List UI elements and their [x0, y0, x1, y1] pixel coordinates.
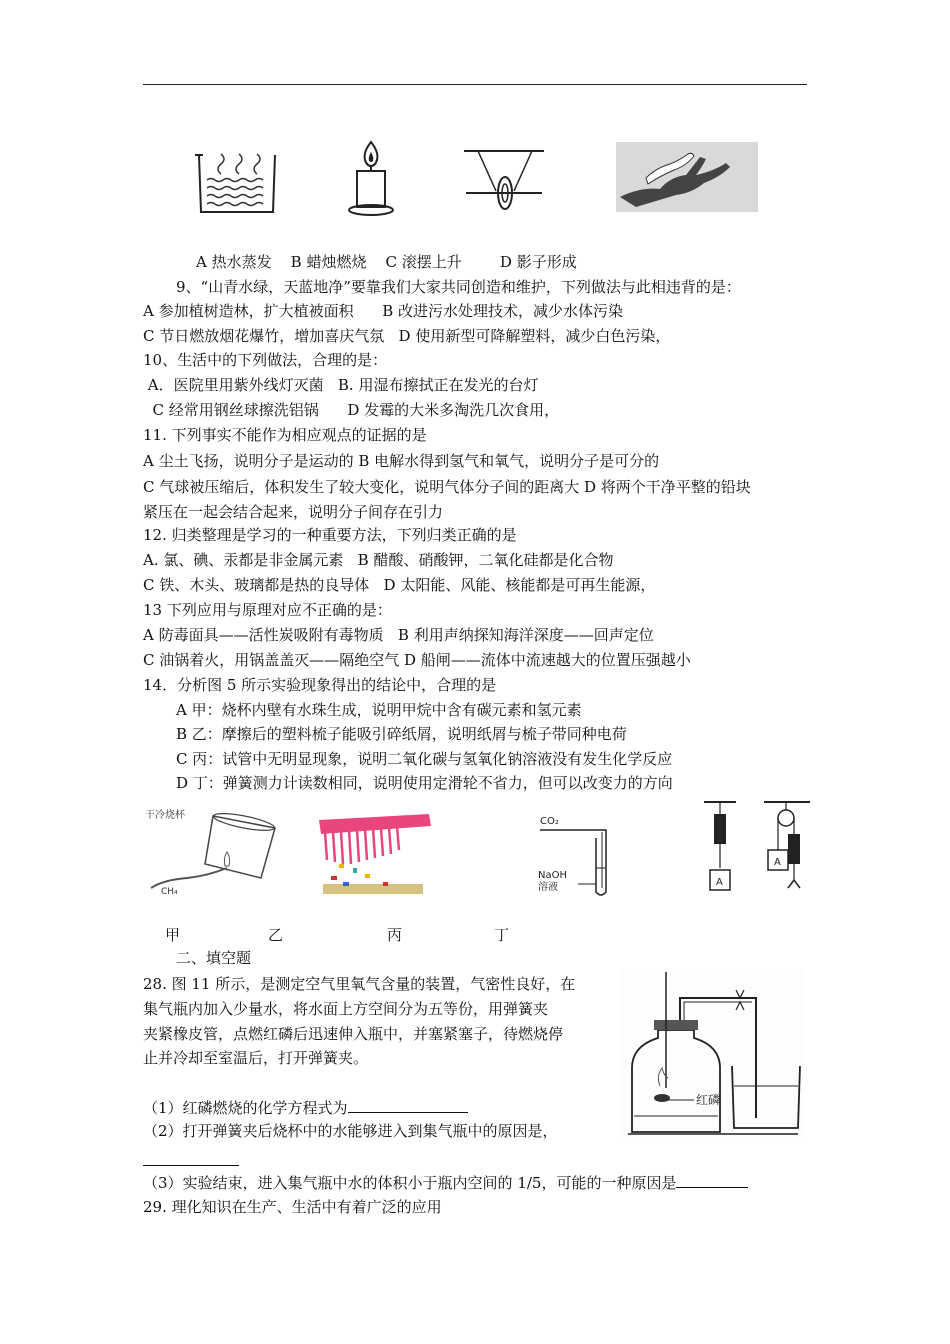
comb-paper-figure — [313, 812, 435, 897]
oxygen-content-apparatus-figure — [620, 968, 804, 1138]
q28-sub-1-text: （1）红磷燃烧的化学方程式为 — [143, 1099, 348, 1117]
q28-blank-3[interactable] — [676, 1172, 748, 1188]
q28-line-2: 集气瓶内加入少量水，将水面上方空间分为五等份，用弹簧夹 — [143, 1000, 549, 1018]
pulley-spring-scale-figure — [694, 800, 816, 906]
weight-a-left: A — [716, 877, 723, 888]
fig-caption-yi: 乙 — [268, 926, 284, 944]
naoh-label: NaOH — [538, 870, 567, 881]
co2-naoh-figure — [494, 808, 619, 898]
q14-option-d: D 丁：弹簧测力计读数相同，说明使用定滑轮不省力，但可以改变力的方向 — [176, 774, 673, 792]
q28-blank-2[interactable] — [143, 1150, 239, 1166]
q13-stem: 13 下列应用与原理对应不正确的是： — [143, 601, 392, 619]
solution-label: 溶液 — [538, 882, 558, 893]
q12-stem: 12. 归类整理是学习的一种重要方法，下列归类正确的是 — [143, 526, 517, 544]
q9-options-cd: C 节日燃放烟花爆竹，增加喜庆气氛 D 使用新型可降解塑料，减少白色污染， — [143, 327, 671, 345]
ch4-label: CH₄ — [161, 887, 178, 897]
hot-water-beaker-figure — [193, 150, 283, 216]
q28-line-4: 止并冷却至室温后，打开弹簧夹。 — [143, 1049, 369, 1067]
q11-options-d-cont: 紧压在一起会结合起来，说明分子间存在引力 — [143, 503, 444, 521]
q11-options-cd: C 气球被压缩后，体积发生了较大变化，说明气体分子间的距离大 D 将两个干净平整的铅块 — [143, 478, 751, 496]
q10-options-ab: A．医院里用紫外线灯灭菌 B. 用湿布擦拭正在发光的台灯 — [143, 376, 539, 394]
q12-options-cd: C 铁、木头、玻璃都是热的良导体 D 太阳能、风能、核能都是可再生能源， — [143, 576, 656, 594]
q13-options-ab: A 防毒面具——活性炭吸附有毒物质 B 利用声纳探知海洋深度——回声定位 — [143, 626, 654, 644]
q28-blank-1[interactable] — [348, 1097, 468, 1113]
fig-caption-bing: 丙 — [387, 926, 403, 944]
q28-line-1: 28. 图 11 所示，是测定空气里氧气含量的装置，气密性良好，在 — [143, 975, 576, 993]
q11-options-ab: A 尘土飞扬，说明分子是运动的 B 电解水得到氢气和氧气，说明分子是可分的 — [143, 452, 660, 470]
q13-options-cd: C 油锅着火，用锅盖盖灭——隔绝空气 D 船闸——流体中流速越大的位置压强越小 — [143, 651, 691, 669]
q28-sub-3-text: （3）实验结束，进入集气瓶中水的体积小于瓶内空间的 1/5，可能的一种原因是 — [143, 1174, 677, 1192]
q28-sub-3 — [143, 1172, 748, 1193]
top-figure-caption: A 热水蒸发 B 蜡烛燃烧 C 滚摆上升 D 影子形成 — [196, 253, 577, 271]
maxwell-wheel-figure — [462, 145, 546, 215]
q29-stem: 29. 理化知识在生产、生活中有着广泛的应用 — [143, 1198, 442, 1216]
weight-a-right: A — [774, 857, 781, 868]
q10-stem: 10、生活中的下列做法，合理的是： — [143, 351, 388, 369]
q14-option-b: B 乙：摩擦后的塑料梳子能吸引碎纸屑，说明纸屑与梳子带同种电荷 — [176, 725, 627, 743]
section-title-fill-blank: 二、填空题 — [176, 949, 252, 967]
q11-stem: 11. 下列事实不能作为相应观点的证据的是 — [143, 426, 427, 444]
q9-stem: 9、“山青水绿，天蓝地净”要靠我们大家共同创造和维护，下列做法与此相违背的是： — [176, 278, 741, 296]
q14-option-c: C 丙：试管中无明显现象，说明二氧化碳与氢氧化钠溶液没有发生化学反应 — [176, 750, 673, 768]
q14-stem: 14．分析图 5 所示实验现象得出的结论中，合理的是 — [143, 676, 497, 694]
q28-line-3: 夹紧橡皮管，点燃红磷后迅速伸入瓶中，并塞紧塞子，待燃烧停 — [143, 1025, 564, 1043]
q9-options-ab: A 参加植树造林，扩大植被面积 B 改进污水处理技术，减少水体污染 — [143, 302, 624, 320]
candle-figure — [343, 138, 399, 218]
q12-options-ab: A. 氯、碘、汞都是非金属元素 B 醋酸、硝酸钾，二氧化硅都是化合物 — [143, 551, 614, 569]
methane-burning-figure — [143, 806, 283, 901]
red-phosphorus-label: 红磷 — [696, 1093, 721, 1107]
fig-caption-ding: 丁 — [494, 926, 510, 944]
shadow-figure — [616, 142, 758, 212]
q28-sub-2: （2）打开弹簧夹后烧杯中的水能够进入到集气瓶中的原因是， — [143, 1122, 558, 1140]
header-rule — [143, 84, 807, 85]
q28-sub-1 — [143, 1097, 468, 1118]
q14-option-a: A 甲：烧杯内壁有水珠生成，说明甲烷中含有碳元素和氢元素 — [176, 701, 582, 719]
fig-caption-jia: 甲 — [165, 926, 181, 944]
cold-beaker-label: 干冷烧杯 — [145, 810, 185, 821]
q10-options-cd: C 经常用钢丝球擦洗铝锅 D 发霉的大米多淘洗几次食用， — [143, 401, 560, 419]
co2-label: CO₂ — [540, 816, 559, 827]
